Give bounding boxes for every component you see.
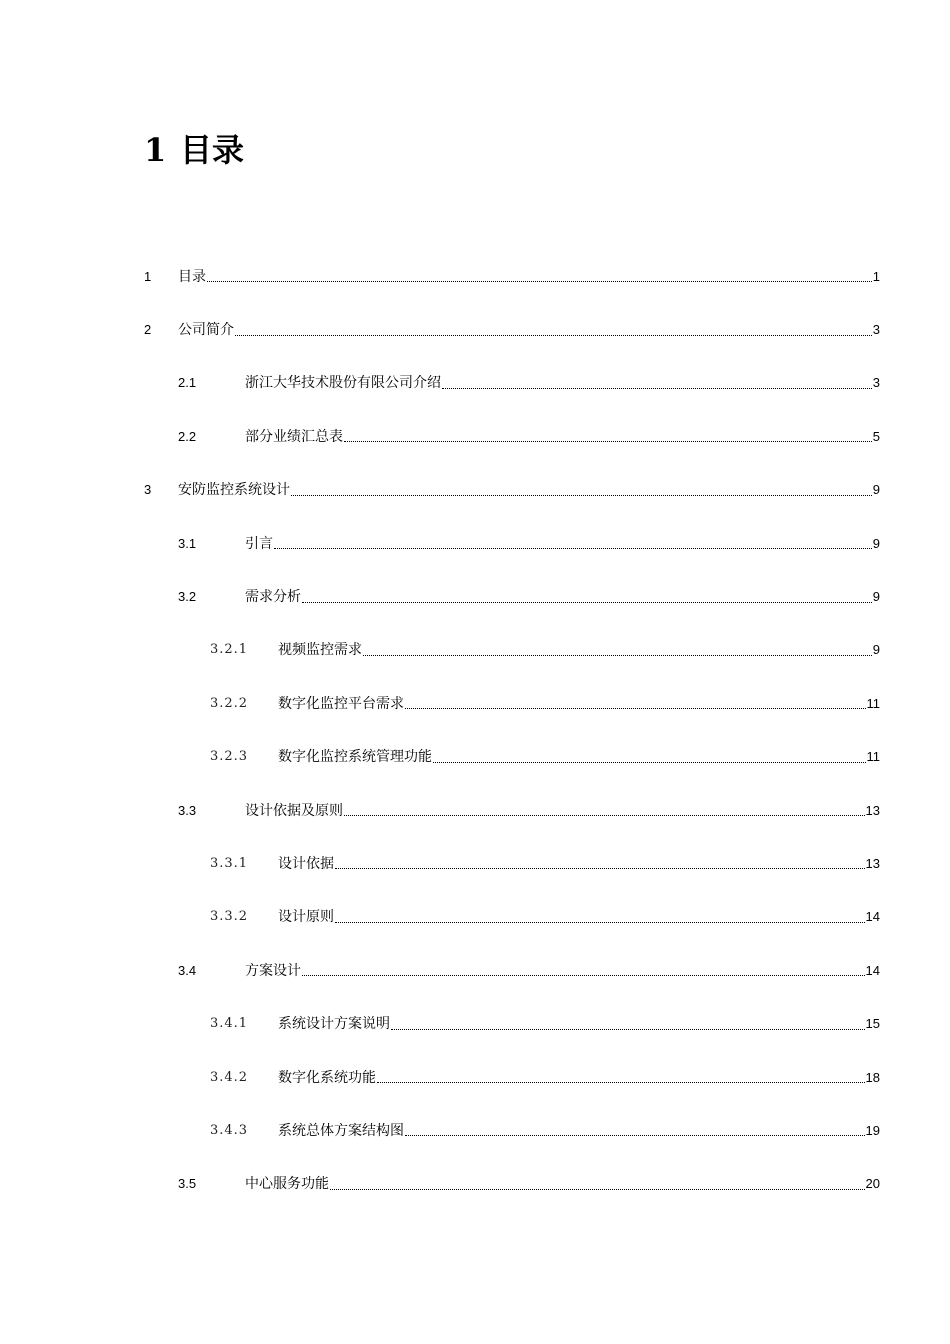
toc-entry-number: 3.4.1 [210, 1016, 249, 1032]
toc-dot-leader [335, 868, 865, 869]
toc-entry-title[interactable]: 数字化监控平台需求 [278, 695, 404, 712]
toc-entry-title[interactable]: 设计依据 [278, 855, 334, 872]
toc-entry-title[interactable]: 部分业绩汇总表 [245, 428, 343, 445]
toc-dot-leader [405, 1135, 865, 1136]
toc-entry[interactable] [144, 464, 880, 517]
heading-title: 目录 [180, 131, 245, 169]
toc-entry-title[interactable]: 引言 [245, 535, 273, 552]
toc-entry-title[interactable]: 设计原则 [278, 909, 334, 926]
toc-dot-leader [442, 388, 872, 389]
toc-entry-page: 9 [872, 482, 880, 498]
toc-entry-number: 3.3.1 [210, 855, 249, 871]
toc-entry-page: 11 [866, 749, 880, 765]
toc-dot-leader [344, 815, 865, 816]
toc-entry[interactable] [144, 357, 880, 410]
toc-dot-leader [207, 281, 872, 282]
toc-dot-leader [363, 655, 872, 656]
toc-entry[interactable] [144, 1051, 880, 1104]
toc-entry-page: 11 [866, 695, 880, 711]
toc-entry[interactable] [144, 1104, 880, 1157]
toc-entry-page: 13 [865, 802, 880, 818]
toc-entry-page: 3 [872, 375, 880, 391]
toc-entry[interactable] [144, 837, 880, 890]
toc-dot-leader [291, 495, 872, 496]
toc-entry-title[interactable]: 方案设计 [245, 962, 301, 979]
toc-entry-page: 14 [865, 962, 880, 978]
toc-entry-number: 3 [144, 482, 152, 498]
toc-entry-title[interactable]: 数字化监控系统管理功能 [278, 749, 432, 766]
toc-entry-page: 20 [865, 1176, 880, 1192]
toc-entry-number: 3.3.2 [210, 909, 249, 925]
toc-entry-number: 3.2.2 [210, 695, 249, 711]
toc-dot-leader [433, 762, 866, 763]
toc-dot-leader [330, 1189, 865, 1190]
toc-entry-number: 2.1 [178, 375, 197, 391]
toc-entry[interactable] [144, 891, 880, 944]
toc-entry-page: 9 [872, 535, 880, 551]
toc-dot-leader [274, 548, 872, 549]
toc-entry-number: 3.4.2 [210, 1069, 249, 1085]
toc-entry[interactable] [144, 944, 880, 997]
toc-entry-title[interactable]: 目录 [178, 268, 206, 285]
toc-entry-page: 9 [872, 589, 880, 605]
heading-number: 1 [144, 131, 167, 169]
toc-entry-number: 3.2.1 [210, 642, 249, 658]
toc-entry-page: 18 [865, 1069, 880, 1085]
toc-entry[interactable] [144, 410, 880, 463]
toc-entry-number: 3.1 [178, 535, 197, 551]
table-of-contents [144, 250, 880, 1211]
toc-dot-leader [235, 335, 872, 336]
toc-entry[interactable] [144, 731, 880, 784]
toc-entry-title[interactable]: 数字化系统功能 [278, 1069, 376, 1086]
toc-entry-title[interactable]: 系统总体方案结构图 [278, 1122, 404, 1139]
toc-entry[interactable] [144, 677, 880, 730]
toc-entry[interactable] [144, 1158, 880, 1211]
toc-entry-title[interactable]: 中心服务功能 [245, 1176, 329, 1193]
toc-entry[interactable] [144, 624, 880, 677]
toc-entry-number: 3.4.3 [210, 1122, 249, 1138]
toc-entry[interactable] [144, 570, 880, 623]
toc-entry-number: 3.2 [178, 589, 197, 605]
toc-entry-number: 1 [144, 268, 152, 284]
toc-dot-leader [344, 441, 872, 442]
toc-dot-leader [335, 922, 865, 923]
toc-entry-title[interactable]: 需求分析 [245, 589, 301, 606]
toc-entry-number: 3.3 [178, 802, 197, 818]
toc-dot-leader [391, 1029, 865, 1030]
toc-dot-leader [302, 975, 865, 976]
toc-entry[interactable] [144, 997, 880, 1050]
toc-entry-number: 2 [144, 322, 152, 338]
toc-entry-page: 1 [872, 268, 880, 284]
toc-entry-page: 14 [865, 909, 880, 925]
toc-dot-leader [302, 602, 872, 603]
toc-entry[interactable] [144, 517, 880, 570]
toc-entry-page: 3 [872, 322, 880, 338]
toc-dot-leader [377, 1082, 865, 1083]
toc-entry[interactable] [144, 303, 880, 356]
toc-entry-page: 9 [872, 642, 880, 658]
toc-entry-title[interactable]: 设计依据及原则 [245, 802, 343, 819]
toc-entry-page: 5 [872, 428, 880, 444]
toc-entry[interactable] [144, 784, 880, 837]
toc-entry-title[interactable]: 公司简介 [178, 322, 234, 339]
toc-entry[interactable] [144, 250, 880, 303]
toc-entry-title[interactable]: 安防监控系统设计 [178, 482, 290, 499]
toc-dot-leader [405, 708, 866, 709]
toc-entry-number: 3.5 [178, 1176, 197, 1192]
toc-entry-page: 19 [865, 1122, 880, 1138]
toc-entry-number: 3.4 [178, 962, 197, 978]
toc-entry-number: 3.2.3 [210, 749, 249, 765]
toc-entry-number: 2.2 [178, 428, 197, 444]
toc-entry-page: 15 [865, 1016, 880, 1032]
toc-entry-title[interactable]: 系统设计方案说明 [278, 1016, 390, 1033]
toc-entry-title[interactable]: 视频监控需求 [278, 642, 362, 659]
page-heading [144, 128, 244, 172]
toc-entry-page: 13 [865, 855, 880, 871]
toc-entry-title[interactable]: 浙江大华技术股份有限公司介绍 [245, 375, 441, 392]
